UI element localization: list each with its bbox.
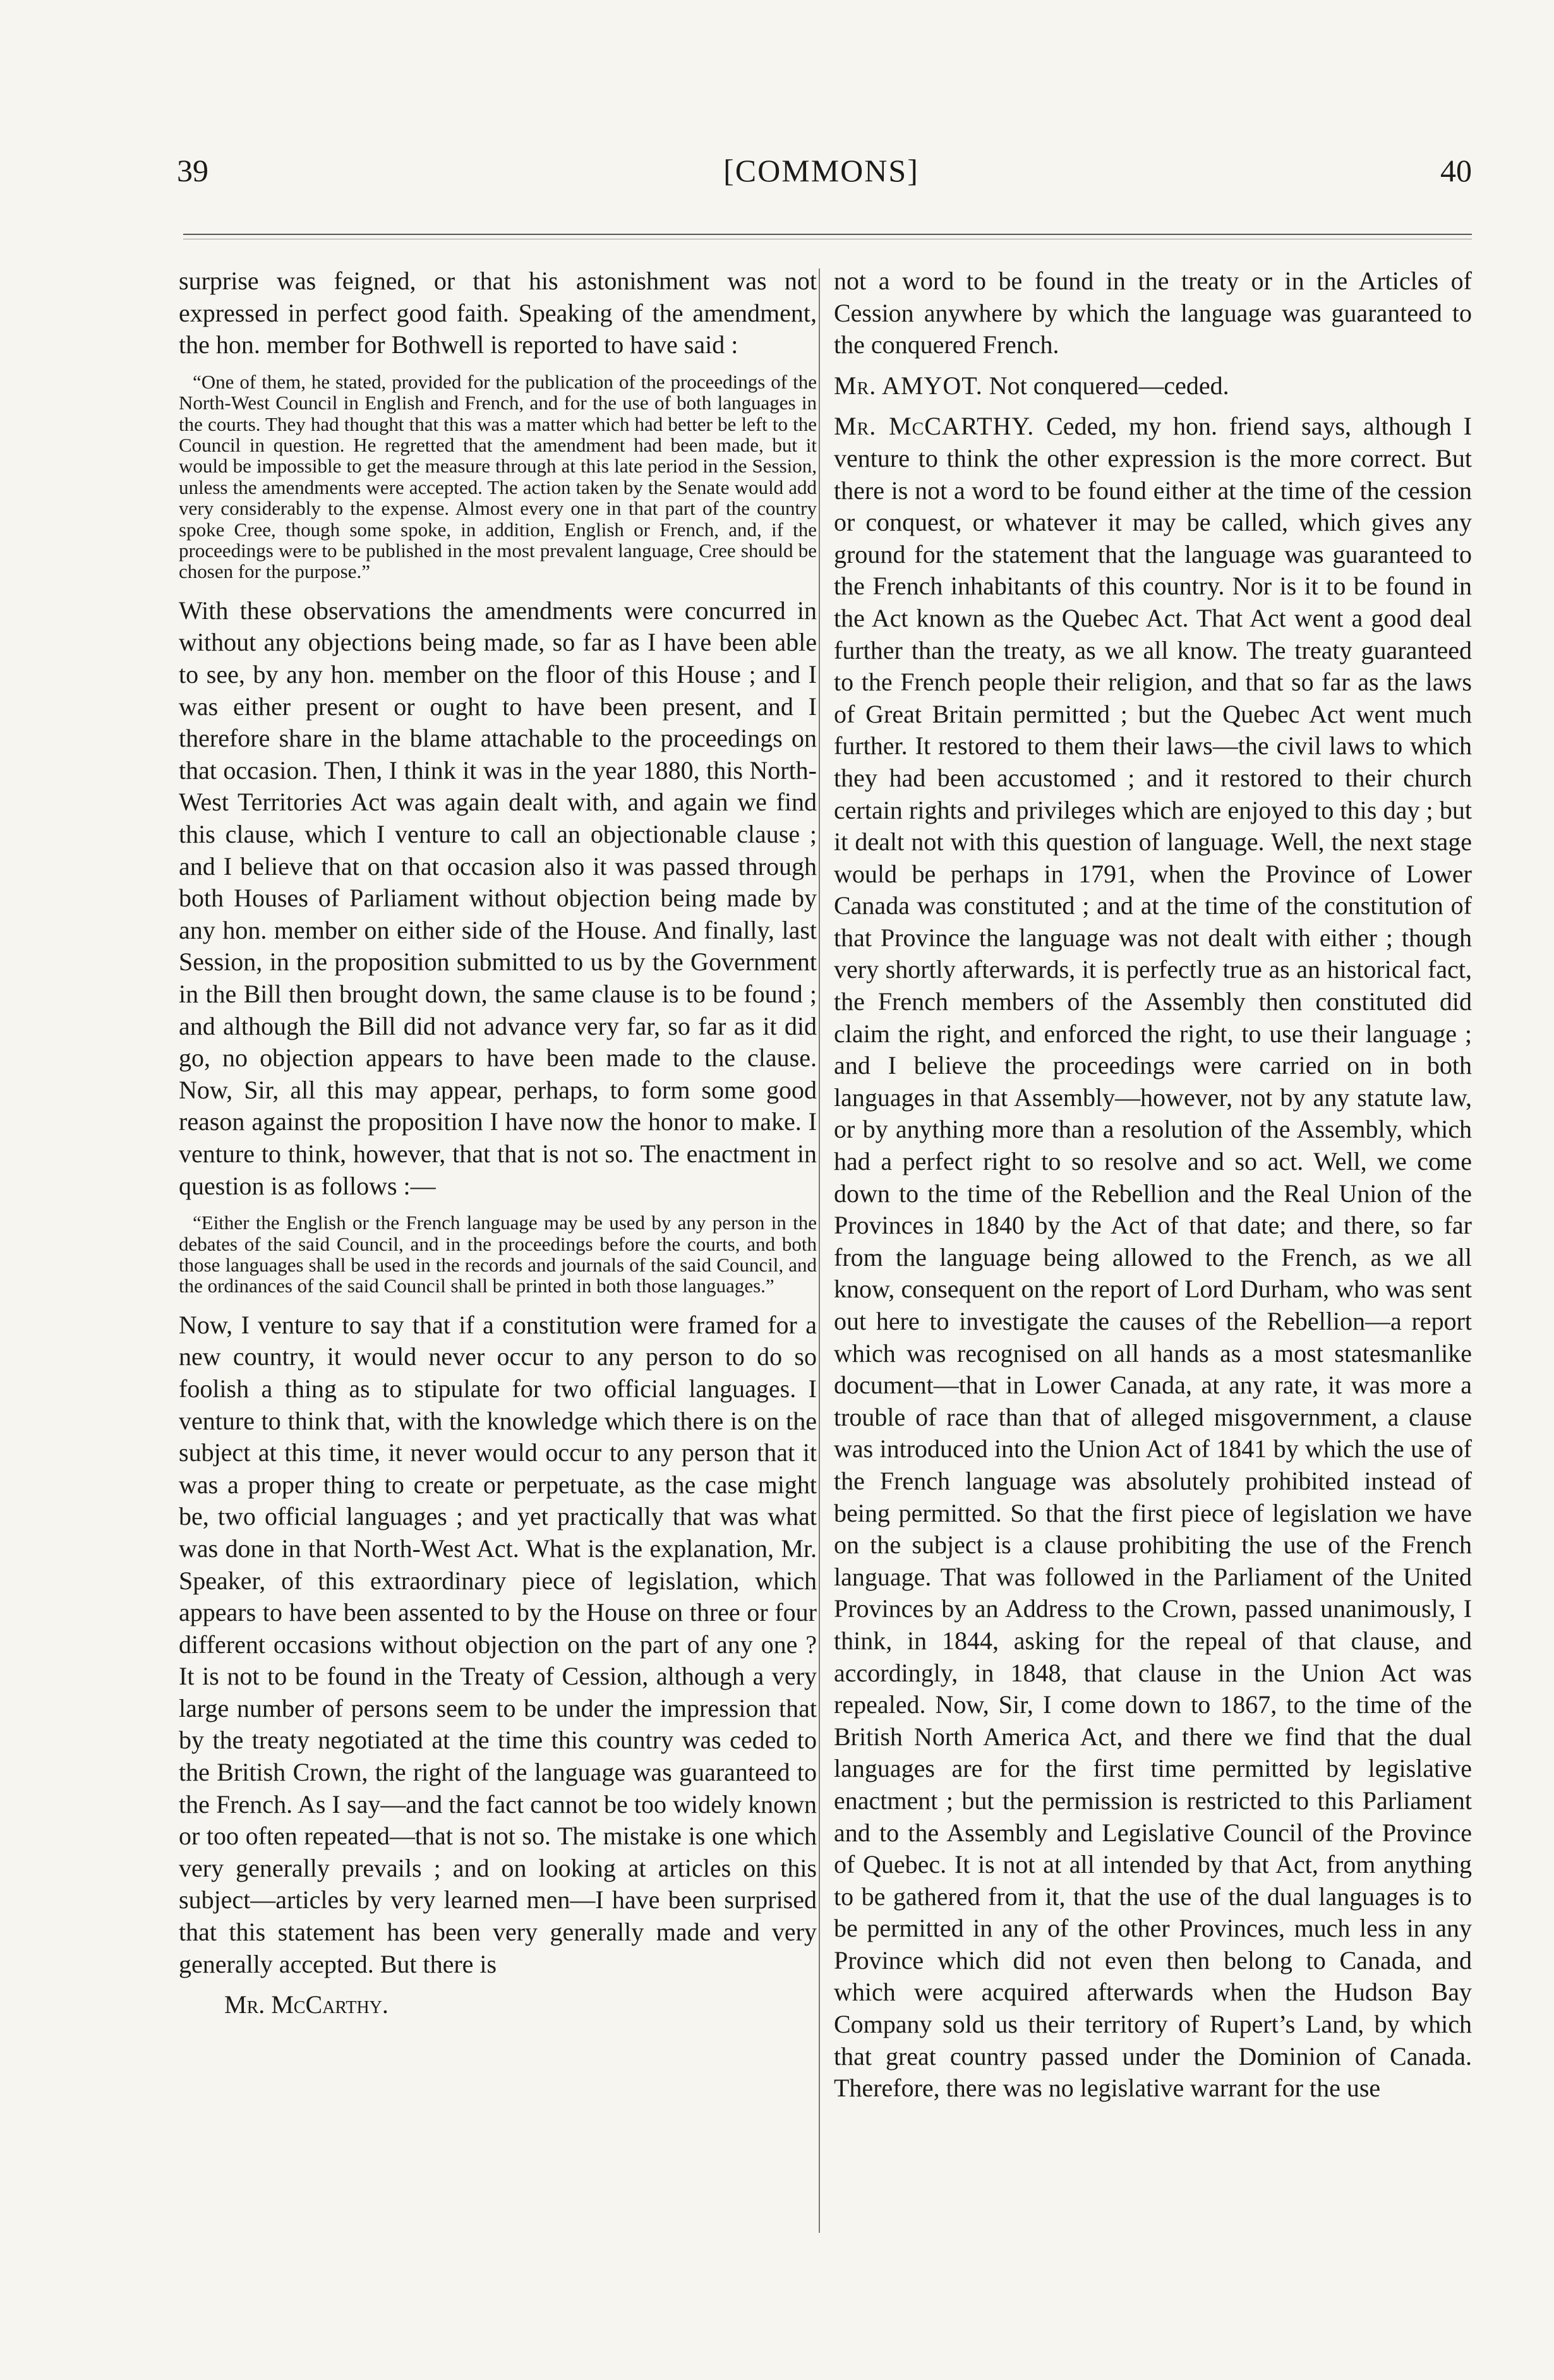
- block-quote: “One of them, he stated, provided for the publication of the proceedings of the North-West Council in English and French, and for the use of both languages in the courts. They had thought that this was a matter which had better be left to the Council in question. He regretted that the amendment had been made, but it would be impossible to get the measure through at this late period in the Session, unless the amendments were accepted. The action taken by the Senate would add very considerably to the expense. Almost every one in that part of the country spoke Cree, though some spoke, in addition, English or French, and, if the proceedings were to be published in the most prevalent language, Cree should be chosen for the purpose.”: [179, 370, 817, 583]
- left-column: [179, 265, 817, 2021]
- paragraph: surprise was feigned, or that his astonishment was not expressed in perfect good faith. Speaking of the amendment, the hon. member for Bothwell is reported to have said :: [179, 267, 817, 359]
- page-header: [171, 152, 1472, 202]
- header-rule: [183, 234, 1472, 235]
- speech-mccarthy: [834, 411, 1472, 2104]
- running-title: [COMMONS]: [723, 153, 919, 188]
- paragraph: Now, I venture to say that if a constitution were framed for a new country, it would never occur to any person to do so foolish a thing as to stipulate for two official languages. I venture to think that, with the knowledge which there is on the subject at this time, it never would occur to any person that it was a proper thing to create or perpetuate, as the case might be, two official languages ; and yet practically that was what was done in that North-West Act. What is the explanation, Mr. Speaker, of this extraordinary piece of legislation, which appears to have been assented to by the House on three or four different occasions without objection on the part of any one ? It is not to be found in the Treaty of Cession, although a very large number of persons seem to be under the impression that by the treaty negotiated at the time this country was ceded to the British Crown, the right of the language was guaranteed to the French. As I say—and the fact cannot be too widely known or too often repeated—that is not so. The mistake is one which very generally prevails ; and on looking at articles on this subject—articles by very learned men—I have been surprised that this statement has been very generally made and very generally accepted. But there is: [179, 1310, 817, 1978]
- speech-text: Ceded, my hon. friend says, although I venture to think the other expression is the more correct. But there is not a word to be found either at the time of the cession or conquest, or whatever it may be called, which gives any ground for the statement that the language was guaranteed to the French inhabitants of this country. Nor is it to be found in the Act known as the Quebec Act. That Act went a good deal further than the treaty, as we all know. The treaty guaranteed to the French people their religion, and that so far as the laws of Great Britain permitted ; but the Quebec Act went much further. It restored to them their laws—the civil laws to which they had been accustomed ; and it restored to their church certain rights and privileges which are enjoyed to this day ; but it dealt not with this question of language. Well, the next stage would be perhaps in 1791, when the Province of Lower Canada was constituted ; and at the time of the constitution of that Province the language was not dealt with either ; though very shortly afterwards, it is perfectly true as an historical fact, the French members of the Assembly then constituted did claim the right, and enforced the right, to use their language ; and I believe the proceedings were carried on in both languages in that Assembly—however, not by any statute law, or by anything more than a resolution of the Assembly, which had a perfect right to so resolve and so act. Well, we come down to the time of the Rebellion and the Real Union of the Provinces in 1840 by the Act of that date; and there, so far from the language being allowed to the French, as we all know, consequent on the report of Lord Durham, who was sent out here to investigate the causes of the Rebellion—a report which was recognised on all hands as a most statesmanlike document—that in Lower Canada, at any rate, it was more a trouble of race than that of alleged misgovernment, a clause was introduced into the Union Act of 1841 by which the use of the French language was absolutely prohibited instead of being permitted. So that the first piece of legislation we have on the subject is a clause prohibiting the use of the French language. That was followed in the Parliament of the United Provinces by an Address to the Crown, passed unanimously, I think, in 1844, asking for the repeal of that clause, and accordingly, in 1848, that clause in the Union Act was repealed. Now, Sir, I come down to 1867, to the time of the British North America Act, and there we find that the dual languages are for the first time permitted by legislative enactment ; but the permission is restricted to this Parliament and to the Assembly and Legislative Council of the Province of Quebec. It is not at all intended by that Act, from anything to be gathered from it, that the use of the dual languages is to be permitted in any of the other Provinces, much less in any Province which did not even then belong to Canada, and which were acquired afterwards when the Hudson Bay Company sold us their territory of Rupert’s Land, by which that great country passed under the Dominion of Canada. Therefore, there was no legislative warrant for the use: [834, 412, 1472, 2103]
- speaker-footer: Mr. McCarthy.: [224, 1990, 388, 2019]
- paragraph: With these observations the amendments were concurred in without any objections being made, so far as I have been able to see, by any hon. member on the floor of this House ; and I was either present or ought to have been present, and I therefore share in the blame attachable to the proceedings on that occasion. Then, I think it was in the year 1880, this North-West Territories Act was again dealt with, and again we find this clause, which I venture to call an objectionable clause ; and I believe that on that occasion also it was passed through both Houses of Parliament without objection being made by any hon. member on either side of the House. And finally, last Session, in the proposition submitted to us by the Government in the Bill then brought down, the same clause is to be found ; and although the Bill did not advance very far, so far as it did go, no objection appears to have been made to the clause. Now, Sir, all this may appear, perhaps, to form some good reason against the proposition I have now the honor to make. I venture to think, however, that that is not so. The enactment in question is as follows :—: [179, 596, 817, 1200]
- page-number-left: 39: [177, 153, 208, 188]
- paragraph: not a word to be found in the treaty or in the Articles of Cession anywhere by which the language was guaranteed to the conquered French.: [834, 267, 1472, 359]
- column-divider: [819, 268, 820, 2233]
- right-column: [834, 265, 1472, 2113]
- speech-amyot: [834, 370, 1472, 402]
- speech-text: Not conquered—ceded.: [989, 371, 1229, 400]
- page-number-right: 40: [1440, 153, 1472, 188]
- block-quote: “Either the English or the French language may be used by any person in the debates of the said Council, and in the proceedings before the courts, and both those languages shall be used in the records and journals of the said Council, and the ordinances of the said Council shall be printed in both those languages.”: [179, 1211, 817, 1297]
- speaker-name: Mr. McCARTHY.: [834, 412, 1035, 441]
- speaker-name: Mr. AMYOT.: [834, 371, 983, 400]
